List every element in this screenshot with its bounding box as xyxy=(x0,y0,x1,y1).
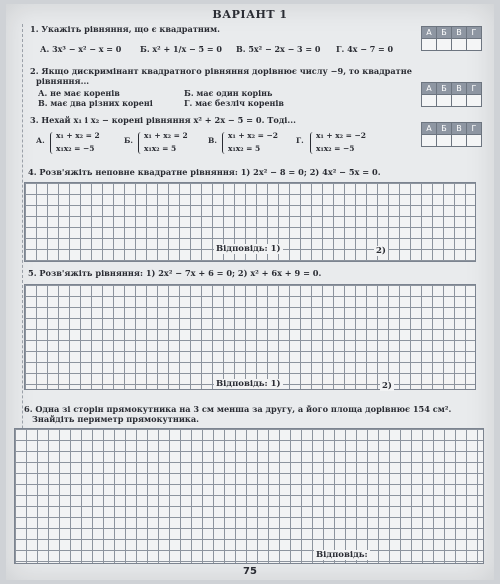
q6-work-grid[interactable] xyxy=(14,428,484,564)
answer-cell-d[interactable] xyxy=(466,94,482,107)
q3-option-d-label: Г. xyxy=(296,136,304,145)
answer-letter-a: А xyxy=(421,26,437,39)
answer-cell-b[interactable] xyxy=(436,94,452,107)
answer-letter-a: А xyxy=(421,122,437,135)
answer-cell-c[interactable] xyxy=(451,38,467,51)
q3-option-b-label: Б. xyxy=(124,136,134,145)
page-title: ВАРІАНТ 1 xyxy=(212,8,288,21)
q1-text: 1. Укажіть рівняння, що є квадратним. xyxy=(30,24,220,34)
q2-option-b[interactable]: Б. має один корінь xyxy=(184,88,273,98)
answer-cell-a[interactable] xyxy=(421,134,437,147)
answer-letter-d: Г xyxy=(466,26,482,39)
q3-option-a-line1: x₁ + x₂ = 2 xyxy=(56,131,100,140)
page-number: 75 xyxy=(243,566,257,577)
q1-answer-box xyxy=(422,26,482,51)
answer-cell-d[interactable] xyxy=(466,38,482,51)
q1-option-c[interactable]: В. 5x² − 2x − 3 = 0 xyxy=(236,44,321,54)
answer-letter-a: А xyxy=(421,82,437,95)
q2-option-d[interactable]: Г. має безліч коренів xyxy=(184,98,284,108)
answer-letter-b: Б xyxy=(436,122,452,135)
answer-letter-d: Г xyxy=(466,122,482,135)
q6-text-line1: 6. Одна зі сторін прямокутника на 3 см менша за другу, а його площа дорівнює 154 см². xyxy=(24,404,452,414)
q6-text-line2: Знайдіть периметр прямокутника. xyxy=(32,414,199,424)
answer-letter-c: В xyxy=(451,82,467,95)
q3-option-c-label: В. xyxy=(208,136,217,145)
q1-option-b[interactable]: Б. x² + 1/x − 5 = 0 xyxy=(140,44,222,54)
brace xyxy=(50,132,55,154)
q5-work-grid[interactable] xyxy=(24,284,476,390)
answer-letter-c: В xyxy=(451,122,467,135)
q3-option-d-line1: x₁ + x₂ = −2 xyxy=(316,131,367,140)
answer-letter-b: Б xyxy=(436,82,452,95)
q2-answer-box xyxy=(422,82,482,107)
brace xyxy=(222,132,227,154)
answer-cell-a[interactable] xyxy=(421,94,437,107)
q2-text-line2: рівняння... xyxy=(36,76,90,86)
q3-option-b-line2: x₁x₂ = 5 xyxy=(144,144,177,153)
brace xyxy=(138,132,143,154)
q4-answer-label-1: Відповідь: 1) xyxy=(216,244,281,254)
q4-text: 4. Розв'яжіть неповне квадратне рівняння: 1) 2x² − 8 = 0; 2) 4x² − 5x = 0. xyxy=(28,167,381,177)
q2-option-a[interactable]: А. не має коренів xyxy=(38,88,120,98)
q5-text: 5. Розв'яжіть рівняння: 1) 2x² − 7x + 6 = 0; 2) x² + 6x + 9 = 0. xyxy=(28,268,322,278)
q3-option-a-line2: x₁x₂ = −5 xyxy=(56,144,95,153)
answer-cell-d[interactable] xyxy=(466,134,482,147)
q5-answer-label-2: 2) xyxy=(382,381,392,391)
answer-cell-a[interactable] xyxy=(421,38,437,51)
q2-option-c[interactable]: В. має два різних корені xyxy=(38,98,153,108)
answer-cell-c[interactable] xyxy=(451,134,467,147)
answer-letter-b: Б xyxy=(436,26,452,39)
q3-answer-box xyxy=(422,122,482,147)
q3-option-c-line2: x₁x₂ = 5 xyxy=(228,144,261,153)
q3-text: 3. Нехай x₁ і x₂ − корені рівняння x² + 2x − 5 = 0. Тоді... xyxy=(30,115,296,125)
answer-letter-c: В xyxy=(451,26,467,39)
answer-cell-c[interactable] xyxy=(451,94,467,107)
worksheet-page xyxy=(6,4,494,580)
answer-cell-b[interactable] xyxy=(436,38,452,51)
answer-cell-b[interactable] xyxy=(436,134,452,147)
q3-option-d-line2: x₁x₂ = −5 xyxy=(316,144,355,153)
q5-answer-label-1: Відповідь: 1) xyxy=(216,379,281,389)
q3-option-c-line1: x₁ + x₂ = −2 xyxy=(228,131,279,140)
brace xyxy=(310,132,315,154)
q6-answer-label: Відповідь: xyxy=(316,550,368,560)
q1-option-d[interactable]: Г. 4x − 7 = 0 xyxy=(336,44,394,54)
answer-letter-d: Г xyxy=(466,82,482,95)
q4-answer-label-2: 2) xyxy=(376,246,386,256)
q3-option-b-line1: x₁ + x₂ = 2 xyxy=(144,131,188,140)
q3-option-a-label: А. xyxy=(36,136,45,145)
q2-text-line1: 2. Якщо дискримінант квадратного рівняння дорівнює числу −9, то квадратне xyxy=(30,66,412,76)
q1-option-a[interactable]: А. 3x³ − x² − x = 0 xyxy=(40,44,122,54)
